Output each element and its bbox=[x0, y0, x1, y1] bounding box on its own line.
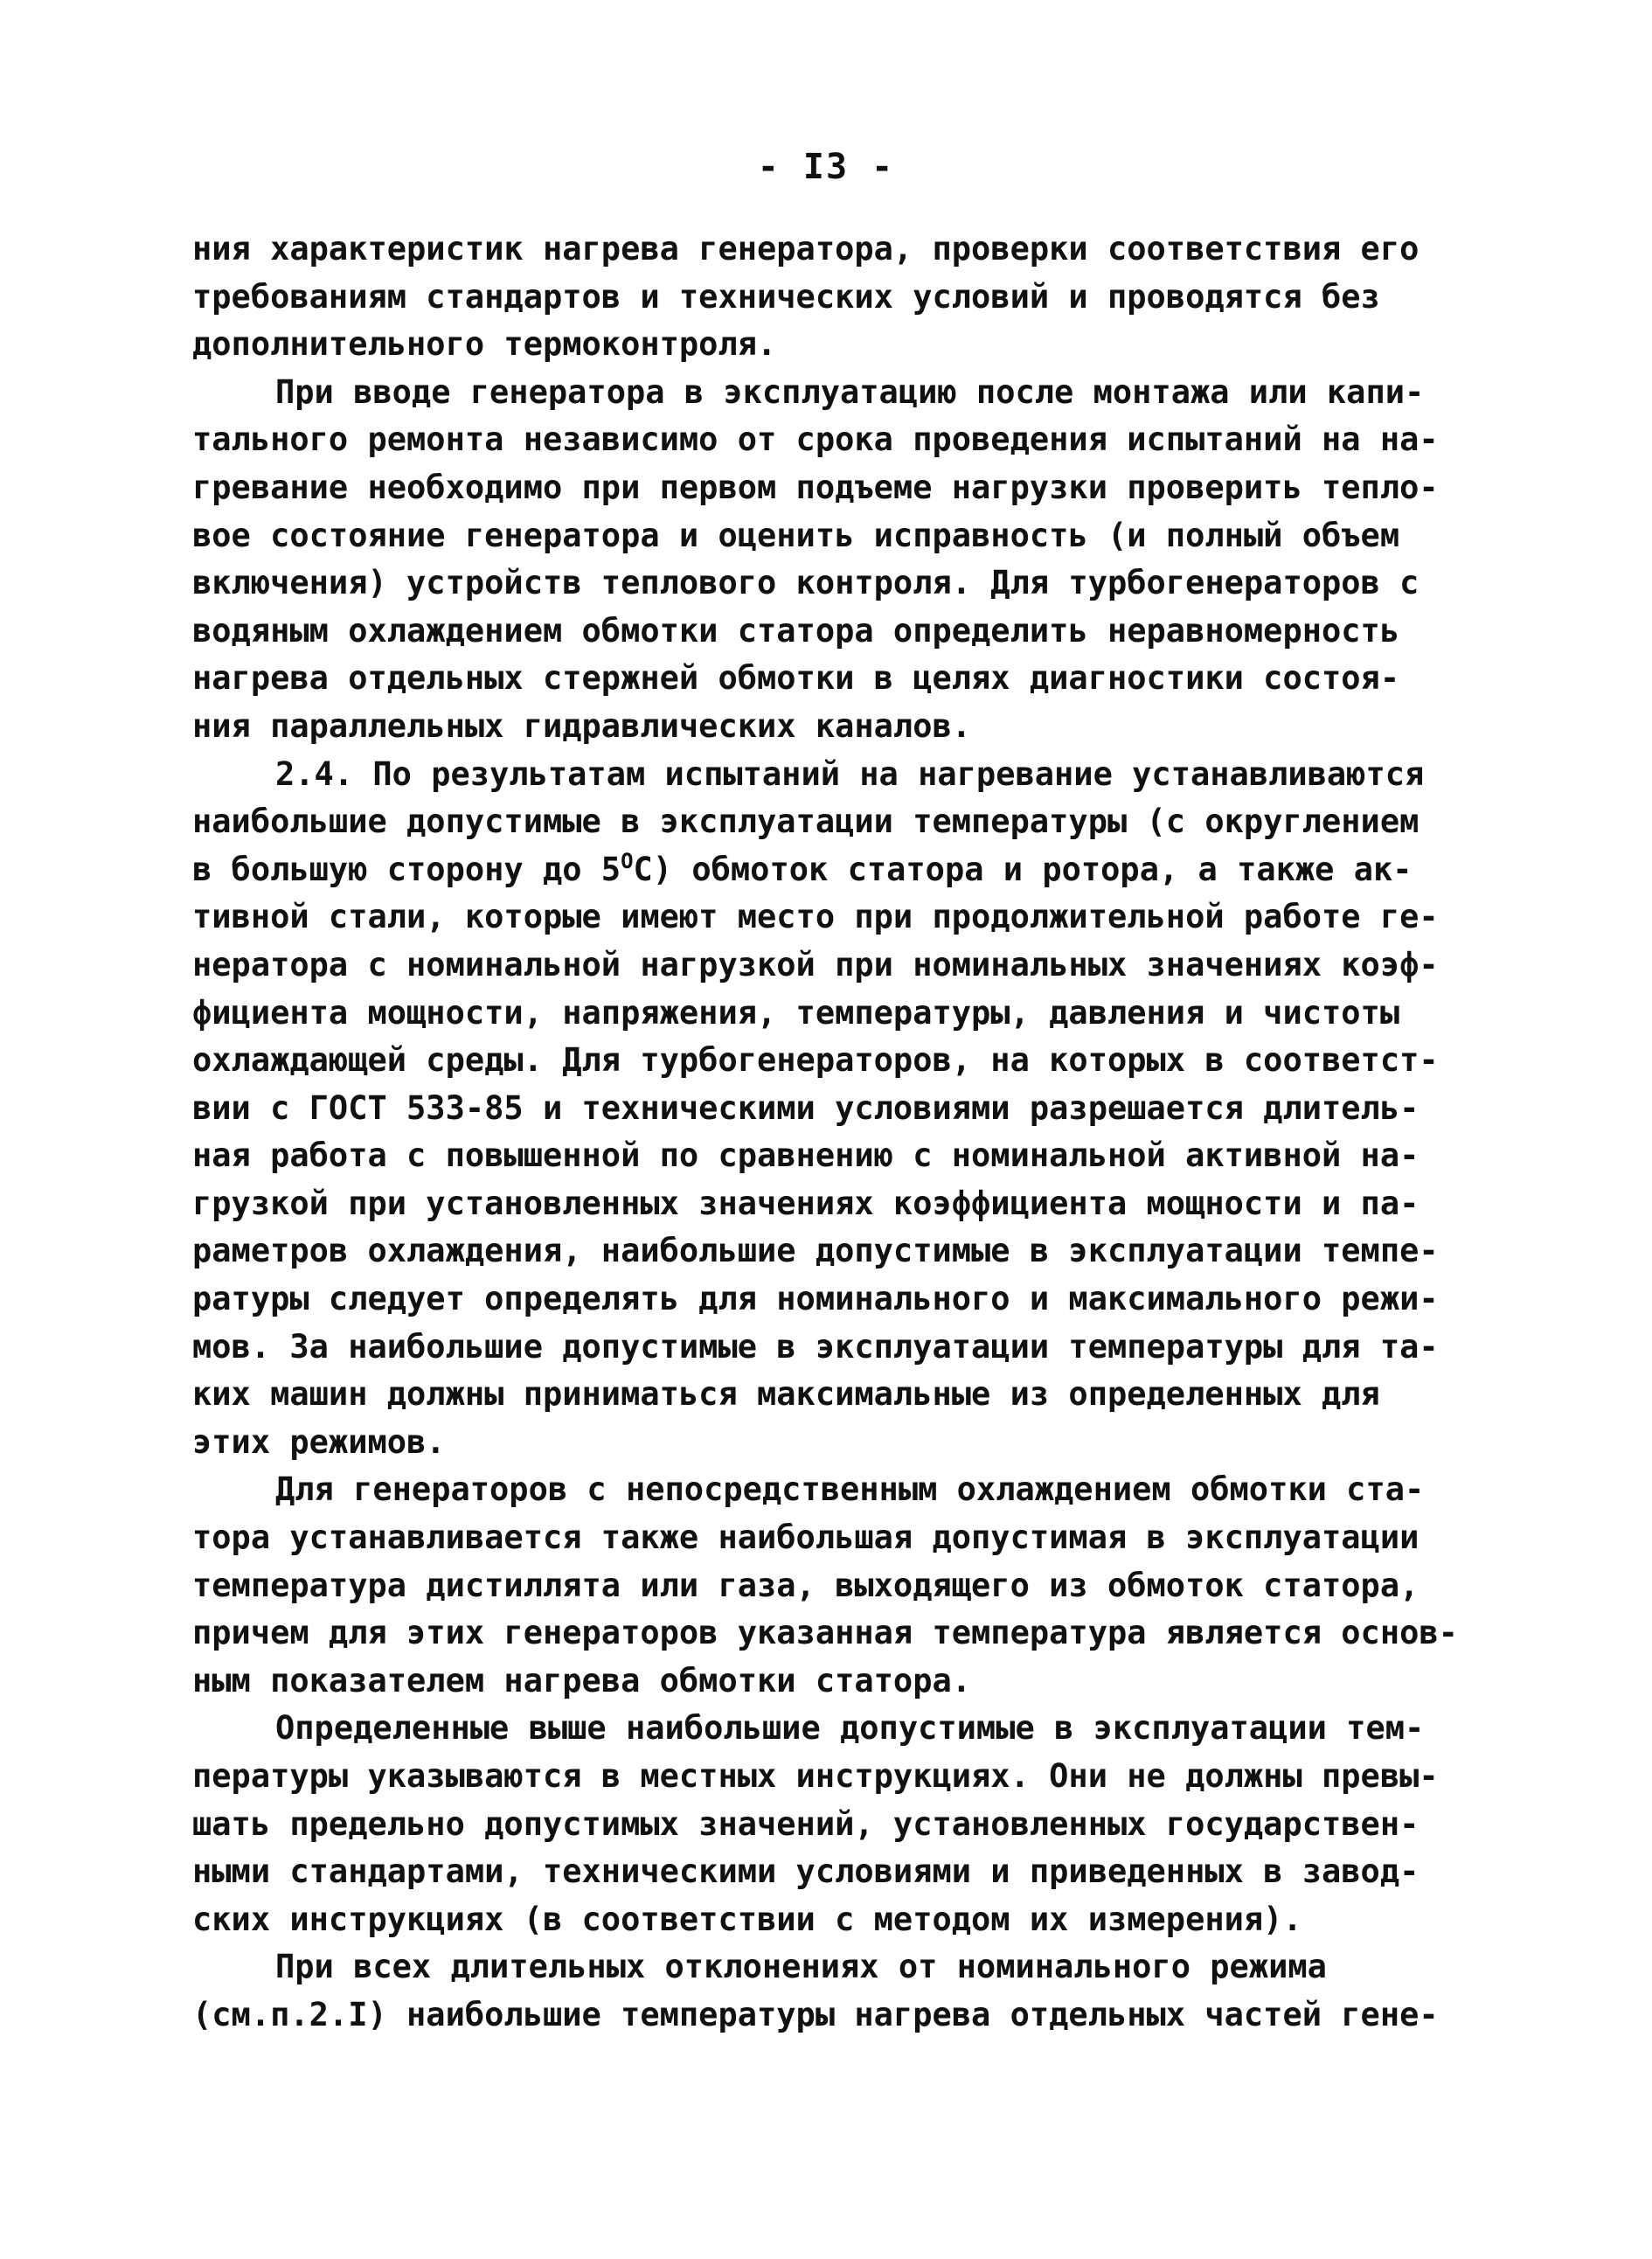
text-line: (см.п.2.I) наибольшие температуры нагрева отдельных частей гене- bbox=[192, 1995, 1439, 2033]
text-line: шать предельно допустимых значений, установленных государствен- bbox=[192, 1804, 1419, 1843]
text-line: грузкой при установленных значениях коэффициента мощности и па- bbox=[192, 1184, 1419, 1222]
text-line: нератора с номинальной нагрузкой при номинальных значениях коэф- bbox=[192, 945, 1439, 984]
text-line: наибольшие допустимые в эксплуатации температуры (с округлением bbox=[192, 803, 1419, 841]
text-line-with-superscript bbox=[192, 846, 1413, 894]
text-line: тора устанавливается также наибольшая допустимая в эксплуатации bbox=[192, 1519, 1419, 1557]
text-line: фициента мощности, напряжения, температуры, давления и чистоты bbox=[192, 993, 1400, 1032]
body-text bbox=[192, 226, 1458, 2040]
text-line: дополнительного термоконтроля. bbox=[192, 325, 777, 364]
text-line: При вводе генератора в эксплуатацию после монтажа или капи- bbox=[275, 372, 1425, 411]
text-line: ная работа с повышенной по сравнению с номинальной активной на- bbox=[192, 1136, 1419, 1175]
text-line: ными стандартами, техническими условиями и приведенных в завод- bbox=[192, 1852, 1419, 1891]
text-line: ских инструкциях (в соответствии с методом их измерения). bbox=[192, 1900, 1302, 1938]
text-line: вое состояние генератора и оценить исправность (и полный объем bbox=[192, 516, 1400, 554]
text-line: охлаждающей среды. Для турбогенераторов, на которых в соответст- bbox=[192, 1041, 1439, 1080]
text-line: ких машин должны приниматься максимальные из определенных для bbox=[192, 1375, 1380, 1414]
text-line: тивной стали, которые имеют место при продолжительной работе ге- bbox=[192, 898, 1439, 936]
text-line: ным показателем нагрева обмотки статора. bbox=[192, 1661, 972, 1699]
text-line: Определенные выше наибольшие допустимые в эксплуатации тем- bbox=[275, 1709, 1425, 1748]
degree-superscript: O bbox=[621, 848, 634, 873]
text-line: гревание необходимо при первом подъеме нагрузки проверить тепло- bbox=[192, 468, 1439, 506]
text-line: требованиям стандартов и технических условий и проводятся без bbox=[192, 277, 1380, 316]
text-segment: в большую сторону до 5 bbox=[192, 850, 621, 888]
text-line: температура дистиллята или газа, выходящего из обмоток статора, bbox=[192, 1566, 1419, 1604]
text-line: включения) устройств теплового контроля. Для турбогенераторов с bbox=[192, 564, 1419, 602]
text-line: тального ремонта независимо от срока проведения испытаний на на- bbox=[192, 421, 1439, 459]
text-line: этих режимов. bbox=[192, 1422, 446, 1461]
text-line: вии с ГОСТ 533-85 и техническими условиями разрешается длитель- bbox=[192, 1088, 1419, 1127]
text-line: 2.4. По результатам испытаний на нагревание устанавливаются bbox=[275, 754, 1425, 793]
text-line: мов. За наибольшие допустимые в эксплуатации температуры для та- bbox=[192, 1327, 1439, 1366]
page-number: - I3 - bbox=[757, 147, 895, 187]
text-line: ния характеристик нагрева генератора, проверки соответствия его bbox=[192, 230, 1419, 268]
text-line: пературы указываются в местных инструкциях. Они не должны превы- bbox=[192, 1757, 1439, 1795]
text-line: При всех длительных отклонениях от номинального режима bbox=[275, 1948, 1327, 1986]
text-line: нагрева отдельных стержней обмотки в целях диагностики состоя- bbox=[192, 659, 1400, 698]
text-line: ния параллельных гидравлических каналов. bbox=[192, 706, 972, 745]
text-line: раметров охлаждения, наибольшие допустимые в эксплуатации темпе- bbox=[192, 1232, 1439, 1270]
text-line: Для генераторов с непосредственным охлаждением обмотки ста- bbox=[275, 1470, 1425, 1509]
text-segment: С) обмоток статора и ротора, а также ак- bbox=[633, 850, 1413, 888]
text-line: ратуры следует определять для номинального и максимального режи- bbox=[192, 1280, 1439, 1318]
text-line: водяным охлаждением обмотки статора определить неравномерность bbox=[192, 611, 1400, 650]
text-line: причем для этих генераторов указанная температура является основ- bbox=[192, 1614, 1458, 1652]
